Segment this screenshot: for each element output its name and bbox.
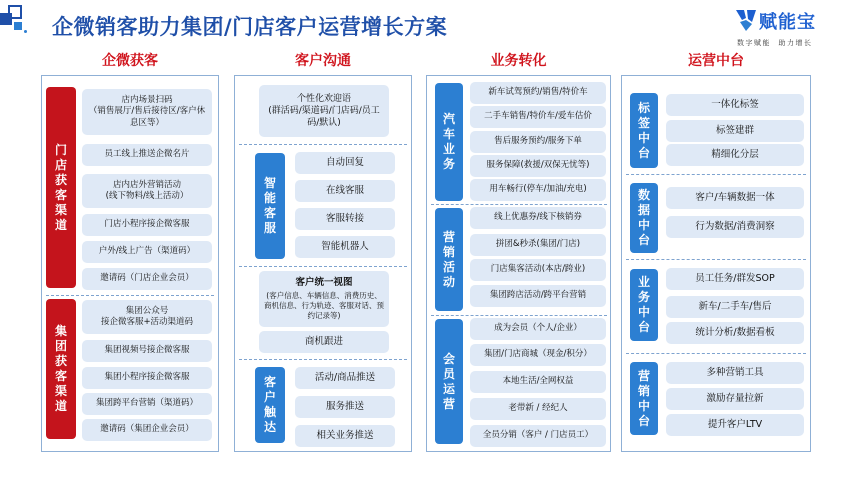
- column-divider: [626, 174, 806, 175]
- store-item-miniprogram: 门店小程序接企微客服: [82, 214, 212, 236]
- group-item-cross-platform: 集团跨平台营销（渠道码）: [82, 393, 212, 415]
- customer-unified-view: 客户统一视图 (客户信息、车辆信息、消费历史、商机信息、行为轨迹、客服对话、预约记录等): [259, 271, 389, 327]
- opportunity-followup: 商机跟进: [259, 331, 389, 353]
- column-divider: [431, 315, 607, 316]
- data-item-behavior: 行为数据/消费洞察: [666, 216, 804, 238]
- header-decoration: [0, 0, 40, 44]
- service-item-robot: 智能机器人: [295, 236, 395, 258]
- group-item-video: 集团视频号接企微客服: [82, 340, 212, 362]
- page-title: 企微销客助力集团/门店客户运营增长方案: [52, 15, 448, 39]
- service-item-transfer: 客服转接: [295, 208, 395, 230]
- group-label-store: 门店获客渠道: [46, 87, 76, 288]
- store-item-namecard: 员工线上推送企微名片: [82, 144, 212, 166]
- deco-solid-square: [0, 13, 12, 25]
- group-label-marketing-platform: 营销中台: [630, 362, 658, 435]
- auto-item-after-sales: 售后服务预约/服务下单: [470, 131, 606, 153]
- column-conversion: [426, 75, 611, 452]
- service-item-auto-reply: 自动回复: [295, 152, 395, 174]
- welcome-message: 个性化欢迎语 (群活码/渠道码/门店码/员工码/默认): [259, 85, 389, 137]
- data-item-customer-vehicle: 客户/车辆数据一体: [666, 187, 804, 209]
- store-item-scan: 店内场景扫码 （销售展厅/售后接待区/客户休息区等）: [82, 89, 212, 135]
- group-label-marketing: 营销活动: [435, 208, 463, 311]
- outreach-item-service: 服务推送: [295, 396, 395, 418]
- outreach-item-activity: 活动/商品推送: [295, 367, 395, 389]
- column-divider: [239, 359, 407, 360]
- store-item-invite: 邀请码（门店企业会员）: [82, 268, 212, 290]
- brand-name: 赋能宝: [759, 12, 816, 33]
- group-label-membership: 会员运营: [435, 319, 463, 444]
- column-divider: [46, 295, 214, 296]
- column-title-conversion: 业务转化: [490, 53, 547, 69]
- outreach-item-business: 相关业务推送: [295, 425, 395, 447]
- auto-item-mobility: 用车畅行(停车/加油/充电): [470, 179, 606, 201]
- column-communication: [234, 75, 412, 452]
- column-divider: [239, 144, 407, 145]
- mkt-item-tools: 多种营销工具: [666, 362, 804, 384]
- column-title-acquisition: 企微获客: [102, 53, 158, 69]
- group-label-business-platform: 业务中台: [630, 269, 658, 341]
- member-item-mall: 集团/门店商城（现金/积分）: [470, 344, 606, 366]
- biz-item-cars: 新车/二手车/售后: [666, 296, 804, 318]
- column-title-operations: 运营中台: [688, 53, 744, 69]
- marketing-item-coupon: 线上优惠券/线下核销券: [470, 207, 606, 229]
- tag-item-group-build: 标签建群: [666, 120, 804, 142]
- store-item-marketing: 店内店外营销活动 (线下物料/线上活动）: [82, 174, 212, 208]
- group-item-invite: 邀请码（集团企业会员）: [82, 419, 212, 441]
- group-label-group: 集团获客渠道: [46, 299, 76, 439]
- group-label-tag-platform: 标签中台: [630, 93, 658, 168]
- store-item-ads: 户外/线上广告（渠道码）: [82, 241, 212, 263]
- column-divider: [431, 204, 607, 205]
- service-item-online: 在线客服: [295, 180, 395, 202]
- brand-logo: [733, 6, 845, 52]
- group-label-outreach: 客户触达: [255, 367, 285, 443]
- group-label-data-platform: 数据中台: [630, 183, 658, 253]
- brand-mark-icon: [735, 8, 757, 32]
- auto-item-used-car: 二手车销售/特价车/爱车估价: [470, 106, 606, 128]
- biz-item-sop: 员工任务/群发SOP: [666, 268, 804, 290]
- group-label-smart-service: 智能客服: [255, 153, 285, 259]
- marketing-item-cross-store: 集团跨店活动/跨平台营销: [470, 285, 606, 307]
- column-divider: [239, 266, 407, 267]
- auto-item-new-car: 新车试驾预约/销售/特价车: [470, 82, 606, 104]
- mkt-item-incentive: 激励存量拉新: [666, 388, 804, 410]
- tag-item-layering: 精细化分层: [666, 144, 804, 166]
- member-item-join: 成为会员（个人/企业）: [470, 318, 606, 340]
- group-label-auto-business: 汽车业务: [435, 83, 463, 201]
- biz-item-analytics: 统计分析/数据看板: [666, 322, 804, 344]
- mkt-item-ltv: 提升客户LTV: [666, 414, 804, 436]
- member-item-referral: 老带新 / 经纪人: [470, 398, 606, 420]
- marketing-item-store-event: 门店集客活动(本店/跨业): [470, 259, 606, 281]
- column-title-communication: 客户沟通: [295, 53, 351, 69]
- column-acquisition: [41, 75, 219, 452]
- deco-dot: [24, 30, 27, 33]
- member-item-distribution: 全员分销（客户 / 门店员工）: [470, 425, 606, 447]
- group-item-miniprogram: 集团小程序接企微客服: [82, 367, 212, 389]
- brand-slogan: 数字赋能 助力增长: [737, 39, 813, 47]
- column-operations: [621, 75, 811, 452]
- deco-small-square: [14, 22, 22, 30]
- member-item-benefits: 本地生活/全网权益: [470, 371, 606, 393]
- tag-item-unified: 一体化标签: [666, 94, 804, 116]
- column-divider: [626, 353, 806, 354]
- marketing-item-group-buy: 拼团&秒杀(集团/门店): [470, 234, 606, 256]
- column-divider: [626, 259, 806, 260]
- auto-item-guarantee: 服务保障(救援/双保无忧等): [470, 155, 606, 177]
- group-item-official-account: 集团公众号 接企微客服+活动渠道码: [82, 300, 212, 334]
